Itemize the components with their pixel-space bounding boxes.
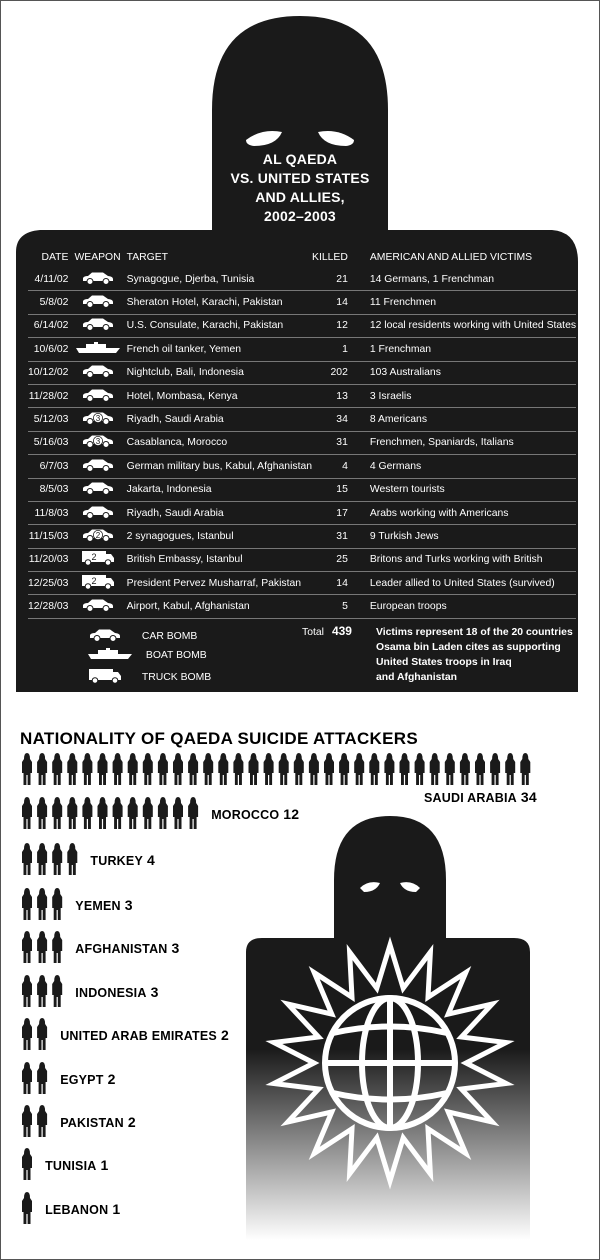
- cell-victims: 3 Israelis: [370, 384, 576, 407]
- attacker-figure-icon: [400, 753, 410, 785]
- cell-killed: 17: [312, 501, 370, 524]
- nationality-label: [60, 1027, 229, 1043]
- cell-date: 10/6/02: [28, 338, 74, 361]
- cell-killed: 202: [312, 361, 370, 384]
- attacker-figure-icon: [384, 753, 394, 785]
- cell-victims: Frenchmen, Spaniards, Italians: [370, 431, 576, 454]
- attacker-figure-icon: [113, 753, 123, 785]
- nationality-label: [75, 897, 132, 913]
- attacker-figure-icon: [37, 1062, 47, 1094]
- attacker-figure-icon: [37, 843, 47, 875]
- nationality-count: 3: [124, 897, 133, 913]
- nationality-label: [75, 940, 179, 956]
- nationality-name: PAKISTAN: [60, 1116, 124, 1130]
- nationality-row: [22, 1192, 32, 1224]
- cell-victims: 9 Turkish Jews: [370, 525, 576, 548]
- cell-victims: Western tourists: [370, 478, 576, 501]
- cell-target: Riyadh, Saudi Arabia: [121, 408, 312, 431]
- cell-victims: Leader allied to United States (survived): [370, 572, 576, 595]
- header-target: TARGET: [126, 251, 169, 263]
- svg-text:2: 2: [95, 530, 100, 540]
- cell-date: 6/14/02: [28, 314, 74, 337]
- nationality-name: TURKEY: [90, 854, 143, 868]
- title-line: AND ALLIES,: [255, 189, 345, 205]
- cell-victims: 14 Germans, 1 Frenchman: [369, 273, 495, 285]
- attacker-figure-icon: [369, 753, 379, 785]
- cell-killed: 13: [312, 384, 370, 407]
- total-value: 439: [331, 624, 352, 638]
- cell-killed: 31: [312, 525, 370, 548]
- attacker-figure-icon: [37, 797, 47, 829]
- attacker-figure-icon: [67, 797, 77, 829]
- attacker-figure-icon: [309, 753, 319, 785]
- nationality-name: LEBANON: [45, 1203, 109, 1217]
- nationality-name: UNITED ARAB EMIRATES: [60, 1029, 217, 1043]
- nationality-label: [90, 852, 155, 868]
- cell-date: 4/11/02: [34, 273, 69, 285]
- cell-victims: Arabs working with Americans: [370, 501, 576, 524]
- attacker-figure-icon: [37, 1105, 47, 1137]
- attacker-figure-icon: [22, 1192, 32, 1224]
- attacker-figure-icon: [98, 753, 108, 785]
- cell-date: 5/8/02: [28, 291, 74, 314]
- attacker-figure-icon: [67, 753, 77, 785]
- attacker-figure-icon: [22, 1018, 32, 1050]
- cell-killed: 5: [312, 595, 370, 618]
- cell-target: 2 synagogues, Istanbul: [121, 525, 312, 548]
- attacker-figure-icon: [52, 843, 62, 875]
- cell-target: Nightclub, Bali, Indonesia: [121, 361, 312, 384]
- nationality-name: SAUDI ARABIA: [424, 791, 517, 805]
- attacker-figure-icon: [52, 931, 62, 963]
- cell-target: Sheraton Hotel, Karachi, Pakistan: [121, 291, 312, 314]
- attacker-figure-icon: [520, 753, 530, 785]
- cell-killed: 4: [312, 455, 370, 478]
- cell-victims: 103 Australians: [370, 361, 576, 384]
- cell-date: 8/5/03: [28, 478, 74, 501]
- attacker-figure-icon: [37, 1018, 47, 1050]
- nationality-count: 2: [220, 1027, 229, 1043]
- attacker-figure-icon: [37, 931, 47, 963]
- cell-target: U.S. Consulate, Karachi, Pakistan: [121, 314, 312, 337]
- cell-killed: 1: [312, 338, 370, 361]
- attacker-figure-icon: [264, 753, 274, 785]
- attacker-figure-icon: [22, 753, 32, 785]
- svg-text:2: 2: [91, 552, 97, 563]
- nationality-row: [22, 1105, 47, 1137]
- hooded-figure-bottom: [246, 816, 530, 1240]
- cell-victims: 12 local residents working with United States: [370, 314, 576, 337]
- cell-victims: European troops: [370, 595, 576, 618]
- nationality-row: [22, 1062, 47, 1094]
- nationality-count: 3: [150, 984, 159, 1000]
- cell-victims: 11 Frenchmen: [370, 291, 576, 314]
- attacker-figure-icon: [430, 753, 440, 785]
- cell-killed: 21: [336, 273, 348, 285]
- attacker-figure-icon: [143, 753, 153, 785]
- attacker-figure-icon: [22, 975, 32, 1007]
- cell-target: Casablanca, Morocco: [121, 431, 312, 454]
- nationality-name: AFGHANISTAN: [75, 942, 168, 956]
- legend-car-label: CAR BOMB: [141, 631, 198, 643]
- attacker-figure-icon: [460, 753, 470, 785]
- nationality-name: MOROCCO: [211, 808, 280, 822]
- svg-text:3: 3: [95, 414, 100, 424]
- cell-date: 11/15/03: [28, 525, 74, 548]
- nationality-count: 12: [283, 806, 300, 822]
- attacker-figure-icon: [490, 753, 500, 785]
- nationality-row: [22, 931, 62, 963]
- nationality-label: [75, 984, 158, 1000]
- nationality-row: [22, 1148, 32, 1180]
- cell-killed: 15: [312, 478, 370, 501]
- cell-killed: 31: [312, 431, 370, 454]
- cell-target: German military bus, Kabul, Afghanistan: [121, 455, 312, 478]
- attacker-figure-icon: [188, 797, 198, 829]
- legend-truck-label: TRUCK BOMB: [141, 672, 212, 684]
- title-line: 2002–2003: [264, 208, 336, 224]
- attacker-figure-icon: [203, 753, 213, 785]
- attacker-figure-icon: [143, 797, 153, 829]
- total-label: Total: [302, 627, 324, 638]
- cell-target: Riyadh, Saudi Arabia: [121, 501, 312, 524]
- nationality-label: [45, 1157, 108, 1173]
- cell-date: 10/12/02: [28, 361, 74, 384]
- cell-date: 11/28/02: [28, 384, 74, 407]
- nationality-label: [60, 1114, 136, 1130]
- nationality-row: [22, 975, 62, 1007]
- attacker-figure-icon: [52, 797, 62, 829]
- cell-date: 12/28/03: [28, 595, 74, 618]
- cell-target: Airport, Kabul, Afghanistan: [121, 595, 312, 618]
- nationality-count: 2: [127, 1114, 136, 1130]
- cell-killed: 14: [312, 291, 370, 314]
- cell-date: 5/16/03: [28, 431, 74, 454]
- nationality-row: [22, 888, 62, 920]
- attacker-figure-icon: [82, 797, 92, 829]
- nationality-row: [22, 753, 530, 785]
- attacker-figure-icon: [37, 888, 47, 920]
- nationality-name: TUNISIA: [45, 1159, 97, 1173]
- cell-killed: 25: [312, 548, 370, 571]
- attacker-figure-icon: [52, 888, 62, 920]
- header-killed: KILLED: [312, 251, 348, 263]
- attacker-figure-icon: [445, 753, 455, 785]
- attacker-figure-icon: [22, 1148, 32, 1180]
- cell-victims: 1 Frenchman: [370, 338, 576, 361]
- header-date: DATE: [41, 251, 69, 263]
- attacker-figure-icon: [158, 797, 168, 829]
- attacker-figure-icon: [475, 753, 485, 785]
- attacker-figure-icon: [22, 1062, 32, 1094]
- cell-killed: 12: [312, 314, 370, 337]
- attacker-figure-icon: [37, 753, 47, 785]
- attacker-figure-icon: [113, 797, 123, 829]
- nationality-count: 34: [520, 789, 537, 805]
- legend-boat-label: BOAT BOMB: [145, 650, 207, 662]
- cell-target: Hotel, Mombasa, Kenya: [121, 384, 312, 407]
- attacker-figure-icon: [52, 975, 62, 1007]
- cell-victims: 4 Germans: [370, 455, 576, 478]
- nationality-label: [60, 1071, 115, 1087]
- header-victims: AMERICAN AND ALLIED VICTIMS: [369, 251, 533, 263]
- summary-line: and Afghanistan: [376, 672, 458, 683]
- nationality-label: [45, 1201, 120, 1217]
- summary-line: United States troops in Iraq: [376, 657, 512, 668]
- cell-killed: 14: [312, 572, 370, 595]
- attacker-figure-icon: [22, 797, 32, 829]
- cell-target: Jakarta, Indonesia: [121, 478, 312, 501]
- attacker-figure-icon: [188, 753, 198, 785]
- nationality-label: [424, 789, 537, 805]
- attacker-figure-icon: [279, 753, 289, 785]
- cell-target: French oil tanker, Yemen: [121, 338, 312, 361]
- svg-text:2: 2: [91, 575, 97, 586]
- nationality-count: 3: [171, 940, 180, 956]
- globe-icon: [325, 998, 455, 1128]
- title-line: AL QAEDA: [262, 151, 338, 167]
- svg-text:3: 3: [95, 437, 100, 447]
- attacker-figure-icon: [158, 753, 168, 785]
- attacker-figure-icon: [173, 797, 183, 829]
- attacker-figure-icon: [67, 843, 77, 875]
- attacker-figure-icon: [233, 753, 243, 785]
- cell-date: 5/12/03: [28, 408, 74, 431]
- summary-line: Victims represent 18 of the 20 countries: [376, 627, 573, 638]
- attacker-figure-icon: [505, 753, 515, 785]
- nationality-count: 4: [146, 852, 155, 868]
- cell-target: British Embassy, Istanbul: [121, 548, 312, 571]
- cell-date: 6/7/03: [28, 455, 74, 478]
- nationality-name: EGYPT: [60, 1073, 104, 1087]
- attacker-figure-icon: [249, 753, 259, 785]
- attacker-figure-icon: [173, 753, 183, 785]
- cell-date: 11/20/03: [28, 548, 74, 571]
- attacker-figure-icon: [22, 843, 32, 875]
- chart-title: NATIONALITY OF QAEDA SUICIDE ATTACKERS: [20, 729, 418, 748]
- cell-date: 12/25/03: [28, 572, 74, 595]
- summary-line: Osama bin Laden cites as supporting: [376, 642, 561, 653]
- cell-target: President Pervez Musharraf, Pakistan: [121, 572, 312, 595]
- attacker-figure-icon: [339, 753, 349, 785]
- cell-victims: 8 Americans: [370, 408, 576, 431]
- attacker-figure-icon: [354, 753, 364, 785]
- header-weapon: WEAPON: [74, 251, 121, 263]
- nationality-name: INDONESIA: [75, 986, 147, 1000]
- nationality-label: [211, 806, 299, 822]
- cell-date: 11/8/03: [28, 501, 74, 524]
- cell-killed: 34: [312, 408, 370, 431]
- attacker-figure-icon: [22, 888, 32, 920]
- attacker-figure-icon: [37, 975, 47, 1007]
- attacker-figure-icon: [218, 753, 228, 785]
- nationality-count: 2: [107, 1071, 116, 1087]
- attacker-figure-icon: [128, 753, 138, 785]
- nationality-row: [22, 843, 77, 875]
- attacker-figure-icon: [98, 797, 108, 829]
- attacker-figure-icon: [52, 753, 62, 785]
- attacker-figure-icon: [324, 753, 334, 785]
- nationality-row: [22, 1018, 47, 1050]
- attacker-figure-icon: [22, 931, 32, 963]
- attacker-figure-icon: [22, 1105, 32, 1137]
- attacker-figure-icon: [415, 753, 425, 785]
- title-line: VS. UNITED STATES: [230, 170, 370, 186]
- nationality-count: 1: [112, 1201, 121, 1217]
- attacker-figure-icon: [128, 797, 138, 829]
- cell-victims: Britons and Turks working with British: [370, 548, 576, 571]
- nationality-count: 1: [100, 1157, 109, 1173]
- nationality-row: [22, 797, 198, 829]
- nationality-name: YEMEN: [75, 899, 121, 913]
- attacker-figure-icon: [294, 753, 304, 785]
- cell-target: Synagogue, Djerba, Tunisia: [126, 273, 255, 285]
- attacker-figure-icon: [82, 753, 92, 785]
